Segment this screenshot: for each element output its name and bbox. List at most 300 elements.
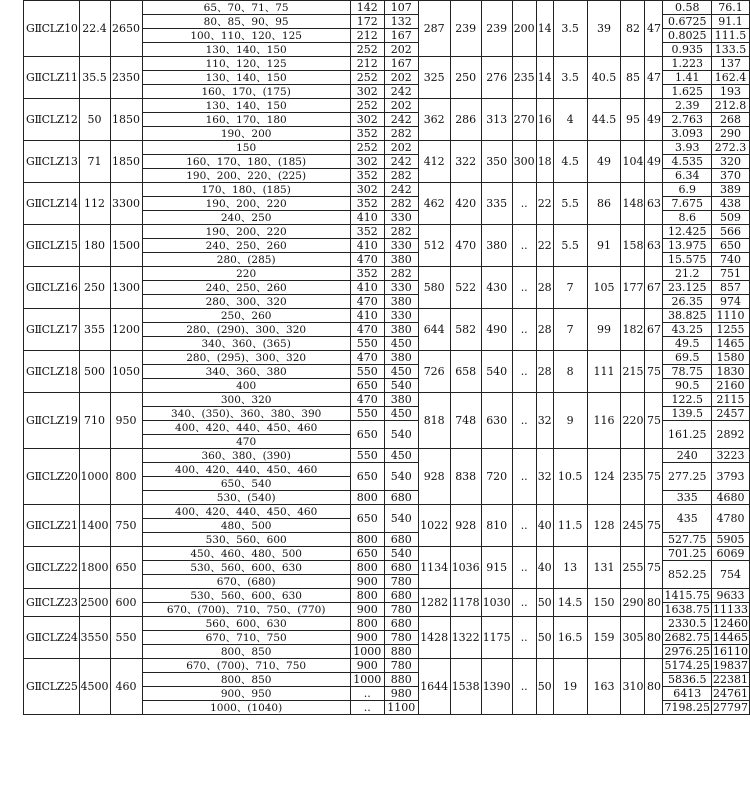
dim-l-cell: 44.5 xyxy=(587,99,621,141)
inertia-cell: 5836.5 xyxy=(663,673,712,687)
dim-e-cell: 16.5 xyxy=(553,617,587,659)
shaft-diameter-cell: 450、460、480、500 xyxy=(142,547,350,561)
dim-e-cell: 8 xyxy=(553,351,587,393)
mass-cell: 2115 xyxy=(711,393,749,407)
dim-d3-cell: 200 xyxy=(512,1,536,57)
dim-s-cell: 80 xyxy=(645,589,663,617)
dim-c-cell: 28 xyxy=(536,267,553,309)
length-l3-cell: 380 xyxy=(384,351,418,365)
inertia-cell: 3.93 xyxy=(663,141,712,155)
dim-l-cell: 111 xyxy=(587,351,621,393)
inertia-cell: 240 xyxy=(663,449,712,463)
length-l2-cell: 900 xyxy=(350,631,384,645)
length-l2-cell: 252 xyxy=(350,99,384,113)
mass-cell: 320 xyxy=(711,155,749,169)
dim-l1-cell: 177 xyxy=(621,267,645,309)
mass-cell: 370 xyxy=(711,169,749,183)
length-l3-cell: 202 xyxy=(384,43,418,57)
dim-d3-cell: .. xyxy=(512,267,536,309)
table-row xyxy=(24,449,750,463)
length-l3-cell: 330 xyxy=(384,309,418,323)
length-l2-cell: 900 xyxy=(350,603,384,617)
inertia-cell: 2.763 xyxy=(663,113,712,127)
shaft-diameter-cell: 800、850 xyxy=(142,645,350,659)
inertia-cell: 852.25 xyxy=(663,561,712,589)
shaft-diameter-cell: 160、170、(175) xyxy=(142,85,350,99)
dim-l1-cell: 305 xyxy=(621,617,645,659)
shaft-diameter-cell: 530、560、600 xyxy=(142,533,350,547)
inertia-cell: 43.25 xyxy=(663,323,712,337)
dim-l1-cell: 255 xyxy=(621,547,645,589)
dim-d2-cell: 1030 xyxy=(481,589,512,617)
inertia-cell: 1638.75 xyxy=(664,602,710,616)
dim-l-cell: 159 xyxy=(587,617,621,659)
shaft-diameter-cell: 670、(700)、710、750 xyxy=(142,659,350,673)
dim-d2-cell: 540 xyxy=(481,351,512,393)
length-l2-cell: 650 xyxy=(350,505,384,533)
shaft-diameter-cell: 400、420、440、450、460 xyxy=(142,421,350,435)
torque-cell: 50 xyxy=(79,99,110,141)
shaft-diameter-cell: 80、85、90、95 xyxy=(142,15,350,29)
length-l2-cell: 470 xyxy=(350,323,384,337)
length-l2-cell: 650 xyxy=(350,547,384,561)
inertia-cell: 3.093 xyxy=(663,127,712,141)
length-l2-cell: 550 xyxy=(350,365,384,379)
length-l2-cell: 352 xyxy=(350,267,384,281)
length-l2-cell: 900 xyxy=(350,575,384,589)
dim-d2-cell: 490 xyxy=(481,309,512,351)
length-l2-cell: 550 xyxy=(350,337,384,351)
shaft-diameter-cell: 340、(350)、360、380、390 xyxy=(142,407,350,421)
dim-c-cell: 18 xyxy=(536,141,553,183)
length-l2-cell: 352 xyxy=(350,127,384,141)
speed-cell: 3300 xyxy=(110,183,142,225)
inertia-cell: 2330.5 xyxy=(663,617,712,631)
shaft-diameter-cell: 280、(285) xyxy=(142,253,350,267)
mass-cell: 137 xyxy=(711,57,749,71)
mass-cell: 268 xyxy=(711,113,749,127)
shaft-diameter-cell: 160、170、180、(185) xyxy=(142,155,350,169)
dim-d-cell: 512 xyxy=(418,225,450,267)
dim-s-cell: 67 xyxy=(645,267,663,309)
speed-cell: 2650 xyxy=(110,1,142,57)
length-l3-cell: 540 xyxy=(384,463,418,491)
speed-cell: 1500 xyxy=(110,225,142,267)
shaft-diameter-cell: 190、200、220 xyxy=(142,197,350,211)
dim-d1-cell: 322 xyxy=(450,141,481,183)
torque-cell: 71 xyxy=(79,141,110,183)
mass-cell: 162.4 xyxy=(711,71,749,85)
dim-l-cell: 105 xyxy=(587,267,621,309)
model-cell: GⅡCLZ13 xyxy=(24,141,80,183)
length-l2-cell: 172 xyxy=(350,15,384,29)
length-l3-cell: 540 xyxy=(384,505,418,533)
inertia-cell: 0.6725 xyxy=(663,15,712,29)
length-l3-cell: 282 xyxy=(384,197,418,211)
mass-cell: 754 xyxy=(711,561,749,589)
dim-c-cell: 22 xyxy=(536,183,553,225)
length-l2-cell: 650 xyxy=(350,421,384,449)
length-l3-cell: 282 xyxy=(384,169,418,183)
length-l3-cell: 330 xyxy=(384,239,418,253)
dim-l1-cell: 215 xyxy=(621,351,645,393)
dim-s-cell: 47 xyxy=(645,1,663,57)
dim-c-cell: 40 xyxy=(536,547,553,589)
speed-cell: 600 xyxy=(110,589,142,617)
dim-e-cell: 19 xyxy=(553,659,587,715)
mass-cell: 12460 xyxy=(712,616,748,630)
torque-cell: 355 xyxy=(79,309,110,351)
speed-cell: 1050 xyxy=(110,351,142,393)
dim-l-cell: 124 xyxy=(587,449,621,505)
length-l2-cell: 352 xyxy=(350,197,384,211)
mass-cell: 438 xyxy=(711,197,749,211)
dim-l1-cell: 310 xyxy=(621,659,645,715)
dim-d-cell: 462 xyxy=(418,183,450,225)
shaft-diameter-cell: 280、300、320 xyxy=(142,295,350,309)
length-l3-cell: 450 xyxy=(384,337,418,351)
dim-d-cell: 1428 xyxy=(418,617,450,659)
dim-e-cell: 11.5 xyxy=(553,505,587,547)
dim-l1-cell: 220 xyxy=(621,393,645,449)
length-l3-cell: 880 xyxy=(384,645,418,659)
length-l3-cell: 242 xyxy=(384,85,418,99)
dim-d2-cell: 239 xyxy=(481,1,512,57)
inertia-cell: 0.8025 xyxy=(663,29,712,43)
length-l2-cell: 410 xyxy=(350,309,384,323)
shaft-diameter-cell: 130、140、150 xyxy=(142,99,350,113)
shaft-diameter-cell: 130、140、150 xyxy=(142,43,350,57)
length-l3-cell: 540 xyxy=(384,379,418,393)
mass-cell: 1830 xyxy=(711,365,749,379)
dim-d3-cell: .. xyxy=(512,547,536,589)
shaft-diameter-cell: 900、950 xyxy=(142,687,350,701)
dim-s-cell: 80 xyxy=(645,659,663,715)
length-l3-cell: 450 xyxy=(384,407,418,421)
length-l2-cell: 800 xyxy=(350,491,384,505)
dim-e-cell: 7 xyxy=(553,309,587,351)
shaft-diameter-cell: 150 xyxy=(142,141,350,155)
length-l3-cell: 132 xyxy=(384,15,418,29)
dim-d-cell: 1282 xyxy=(418,589,450,617)
dim-d3-cell: .. xyxy=(512,449,536,505)
mass-cell: 133.5 xyxy=(711,43,749,57)
dim-d3-cell: 300 xyxy=(512,141,536,183)
inertia-cell: 13.975 xyxy=(663,239,712,253)
dim-d1-cell: 470 xyxy=(450,225,481,267)
table-row xyxy=(24,505,750,519)
torque-cell: 710 xyxy=(79,393,110,449)
mass-cell: 22381 xyxy=(712,672,748,686)
length-l2-cell: 470 xyxy=(350,351,384,365)
dim-d1-cell: 1178 xyxy=(450,589,481,617)
shaft-diameter-cell: 530、(540) xyxy=(142,491,350,505)
dim-e-cell: 13 xyxy=(553,547,587,589)
shaft-diameter-cell: 250、260 xyxy=(142,309,350,323)
dim-e-cell: 4.5 xyxy=(553,141,587,183)
dim-l-cell: 86 xyxy=(587,183,621,225)
dim-d1-cell: 239 xyxy=(450,1,481,57)
mass-cell: 9633 xyxy=(711,589,749,603)
shaft-diameter-cell: 530、560、600、630 xyxy=(142,589,350,603)
length-l3-cell: 680 xyxy=(384,561,418,575)
dim-s-cell: 63 xyxy=(645,225,663,267)
dim-c-cell: 50 xyxy=(536,617,553,659)
dim-d2-cell: 720 xyxy=(481,449,512,505)
inertia-cell: 2.39 xyxy=(663,99,712,113)
speed-cell: 650 xyxy=(110,547,142,589)
mass-cell: 111.5 xyxy=(711,29,749,43)
inertia-cell: 161.25 xyxy=(663,421,712,449)
shaft-diameter-cell: 400、420、440、450、460 xyxy=(142,463,350,477)
dim-e-cell: 10.5 xyxy=(553,449,587,505)
mass-cell: 509 xyxy=(711,211,749,225)
inertia-cell: 15.575 xyxy=(663,253,712,267)
length-l2-cell: 800 xyxy=(350,617,384,631)
torque-cell: 500 xyxy=(79,351,110,393)
inertia-cell: 335 xyxy=(663,491,712,505)
mass-cell: 3223 xyxy=(711,449,749,463)
length-l2-cell: 352 xyxy=(350,169,384,183)
model-cell: GⅡCLZ23 xyxy=(24,589,80,617)
length-l3-cell: 680 xyxy=(384,491,418,505)
length-l2-cell: 410 xyxy=(350,281,384,295)
shaft-diameter-cell: 560、600、630 xyxy=(142,617,350,631)
inertia-cell: 4.535 xyxy=(663,155,712,169)
dim-d3-cell: .. xyxy=(512,505,536,547)
mass-cell: 974 xyxy=(711,295,749,309)
length-l3-cell: 242 xyxy=(384,155,418,169)
mass-cell: 6069 xyxy=(711,547,749,561)
mass-cell: 1255 xyxy=(711,323,749,337)
dim-d2-cell: 630 xyxy=(481,393,512,449)
inertia-cell: 5174.25 xyxy=(664,658,710,672)
model-cell: GⅡCLZ19 xyxy=(24,393,80,449)
shaft-diameter-cell: 480、500 xyxy=(142,519,350,533)
inertia-cell: 6.34 xyxy=(663,169,712,183)
dim-d1-cell: 658 xyxy=(450,351,481,393)
model-cell: GⅡCLZ16 xyxy=(24,267,80,309)
length-l3-cell: 540 xyxy=(384,421,418,449)
shaft-diameter-cell: 130、140、150 xyxy=(142,71,350,85)
dim-d1-cell: 522 xyxy=(450,267,481,309)
inertia-cell: 90.5 xyxy=(663,379,712,393)
mass-cell: 212.8 xyxy=(711,99,749,113)
mass-cell: 2160 xyxy=(711,379,749,393)
dim-d3-cell: .. xyxy=(512,183,536,225)
dim-d-cell: 818 xyxy=(418,393,450,449)
shaft-diameter-cell: 110、120、125 xyxy=(142,57,350,71)
dim-d-cell: 1134 xyxy=(418,547,450,589)
mass-cell: 27797 xyxy=(712,700,748,714)
dim-s-cell: 47 xyxy=(645,57,663,99)
dim-d3-cell: .. xyxy=(512,617,536,659)
dim-l-cell: 116 xyxy=(587,393,621,449)
dim-e-cell: 9 xyxy=(553,393,587,449)
dim-l-cell: 128 xyxy=(587,505,621,547)
inertia-cell: 701.25 xyxy=(663,547,712,561)
length-l2-cell: 252 xyxy=(350,71,384,85)
dim-c-cell: 50 xyxy=(536,589,553,617)
length-l3-cell: 980 xyxy=(384,687,418,701)
dim-d-cell: 726 xyxy=(418,351,450,393)
dim-d3-cell: .. xyxy=(512,351,536,393)
shaft-diameter-cell: 280、(290)、300、320 xyxy=(142,323,350,337)
shaft-diameter-cell: 160、170、180 xyxy=(142,113,350,127)
speed-cell: 1850 xyxy=(110,141,142,183)
length-l3-cell: 540 xyxy=(384,547,418,561)
dim-e-cell: 3.5 xyxy=(553,1,587,57)
dim-d-cell: 928 xyxy=(418,449,450,505)
length-l3-cell: 380 xyxy=(384,393,418,407)
dim-s-cell: 75 xyxy=(645,351,663,393)
dim-l1-cell: 85 xyxy=(621,57,645,99)
shaft-diameter-cell: 530、560、600、630 xyxy=(142,561,350,575)
dim-e-cell: 5.5 xyxy=(553,225,587,267)
length-l2-cell: 800 xyxy=(350,589,384,603)
mass-cell: 19837 xyxy=(712,658,748,672)
dim-e-cell: 5.5 xyxy=(553,183,587,225)
model-cell: GⅡCLZ18 xyxy=(24,351,80,393)
dim-d2-cell: 1390 xyxy=(481,659,512,715)
length-l3-cell: 780 xyxy=(384,659,418,673)
length-l3-cell: 380 xyxy=(384,323,418,337)
speed-cell: 750 xyxy=(110,505,142,547)
mass-cell: 751 xyxy=(711,267,749,281)
torque-cell: 112 xyxy=(79,183,110,225)
table-row xyxy=(24,267,750,281)
dim-d3-cell: .. xyxy=(512,225,536,267)
length-l3-cell: 450 xyxy=(384,365,418,379)
shaft-diameter-cell: 190、200、220、(225) xyxy=(142,169,350,183)
length-l3-cell: 680 xyxy=(384,533,418,547)
inertia-cell: 1415.75 xyxy=(664,588,710,602)
dim-s-cell: 75 xyxy=(645,393,663,449)
dim-d2-cell: 915 xyxy=(481,547,512,589)
dim-d2-cell: 1175 xyxy=(481,617,512,659)
length-l3-cell: 167 xyxy=(384,57,418,71)
model-cell: GⅡCLZ22 xyxy=(24,547,80,589)
length-l3-cell: 780 xyxy=(384,603,418,617)
mass-cell: 272.3 xyxy=(711,141,749,155)
length-l2-cell: 302 xyxy=(350,85,384,99)
length-l2-cell: .. xyxy=(350,701,384,715)
dim-s-cell: 49 xyxy=(645,141,663,183)
dim-l1-cell: 182 xyxy=(621,309,645,351)
dim-d2-cell: 313 xyxy=(481,99,512,141)
dim-d3-cell: .. xyxy=(512,589,536,617)
shaft-diameter-cell: 800、850 xyxy=(142,673,350,687)
length-l2-cell: 650 xyxy=(350,379,384,393)
dim-l1-cell: 245 xyxy=(621,505,645,547)
model-cell: GⅡCLZ11 xyxy=(24,57,80,99)
dim-s-cell: 75 xyxy=(645,547,663,589)
dim-d-cell: 580 xyxy=(418,267,450,309)
dim-s-cell: 49 xyxy=(645,99,663,141)
mass-cell: 5905 xyxy=(711,533,749,547)
coupling-spec-table xyxy=(23,0,750,715)
shaft-diameter-cell: 400、420、440、450、460 xyxy=(142,505,350,519)
dim-d3-cell: 235 xyxy=(512,57,536,99)
dim-l1-cell: 95 xyxy=(621,99,645,141)
length-l2-cell: 212 xyxy=(350,57,384,71)
mass-cell: 91.1 xyxy=(711,15,749,29)
dim-s-cell: 67 xyxy=(645,309,663,351)
mass-cell: 11133 xyxy=(712,602,748,616)
length-l3-cell: 242 xyxy=(384,183,418,197)
length-l3-cell: 107 xyxy=(384,1,418,15)
dim-l1-cell: 290 xyxy=(621,589,645,617)
dim-c-cell: 28 xyxy=(536,351,553,393)
inertia-cell: 277.25 xyxy=(663,463,712,491)
dim-s-cell: 80 xyxy=(645,617,663,659)
table-row xyxy=(24,589,750,603)
length-l3-cell: 202 xyxy=(384,71,418,85)
speed-cell: 1300 xyxy=(110,267,142,309)
length-l2-cell: 302 xyxy=(350,183,384,197)
length-l3-cell: 680 xyxy=(384,617,418,631)
inertia-cell: 1.625 xyxy=(663,85,712,99)
inertia-cell: 2682.75 xyxy=(664,630,710,644)
mass-cell: 857 xyxy=(711,281,749,295)
length-l3-cell: 1100 xyxy=(384,701,418,715)
torque-cell: 22.4 xyxy=(79,1,110,57)
dim-l-cell: 49 xyxy=(587,141,621,183)
length-l3-cell: 680 xyxy=(384,589,418,603)
dim-d1-cell: 928 xyxy=(450,505,481,547)
mass-cell: 389 xyxy=(711,183,749,197)
length-l2-cell: 800 xyxy=(350,533,384,547)
dim-l1-cell: 148 xyxy=(621,183,645,225)
shaft-diameter-cell: 670、(700)、710、750、(770) xyxy=(142,603,350,617)
length-l3-cell: 330 xyxy=(384,281,418,295)
dim-d2-cell: 276 xyxy=(481,57,512,99)
dim-d1-cell: 748 xyxy=(450,393,481,449)
length-l3-cell: 202 xyxy=(384,99,418,113)
inertia-cell: 435 xyxy=(663,505,712,533)
model-cell: GⅡCLZ24 xyxy=(24,617,80,659)
dim-d1-cell: 1036 xyxy=(450,547,481,589)
shaft-diameter-cell: 65、70、71、75 xyxy=(142,1,350,15)
torque-cell: 35.5 xyxy=(79,57,110,99)
mass-cell: 24761 xyxy=(712,686,748,700)
dim-d1-cell: 1322 xyxy=(450,617,481,659)
inertia-cell: 139.5 xyxy=(663,407,712,421)
length-l3-cell: 380 xyxy=(384,253,418,267)
length-l2-cell: 470 xyxy=(350,295,384,309)
shaft-diameter-cell: 280、(295)、300、320 xyxy=(142,351,350,365)
dim-d2-cell: 350 xyxy=(481,141,512,183)
dim-d1-cell: 582 xyxy=(450,309,481,351)
table-row xyxy=(24,659,750,673)
inertia-cell: 38.825 xyxy=(663,309,712,323)
dim-l-cell: 39 xyxy=(587,1,621,57)
shaft-diameter-cell: 190、200 xyxy=(142,127,350,141)
inertia-cell: 527.75 xyxy=(663,533,712,547)
length-l2-cell: 900 xyxy=(350,659,384,673)
inertia-cell: 1.41 xyxy=(663,71,712,85)
dim-d3-cell: .. xyxy=(512,309,536,351)
model-cell: GⅡCLZ17 xyxy=(24,309,80,351)
dim-d1-cell: 420 xyxy=(450,183,481,225)
dim-e-cell: 4 xyxy=(553,99,587,141)
dim-d-cell: 644 xyxy=(418,309,450,351)
dim-d2-cell: 430 xyxy=(481,267,512,309)
table-row xyxy=(24,57,750,71)
dim-c-cell: 28 xyxy=(536,309,553,351)
mass-cell: 740 xyxy=(711,253,749,267)
inertia-cell: 2976.25 xyxy=(664,644,710,658)
